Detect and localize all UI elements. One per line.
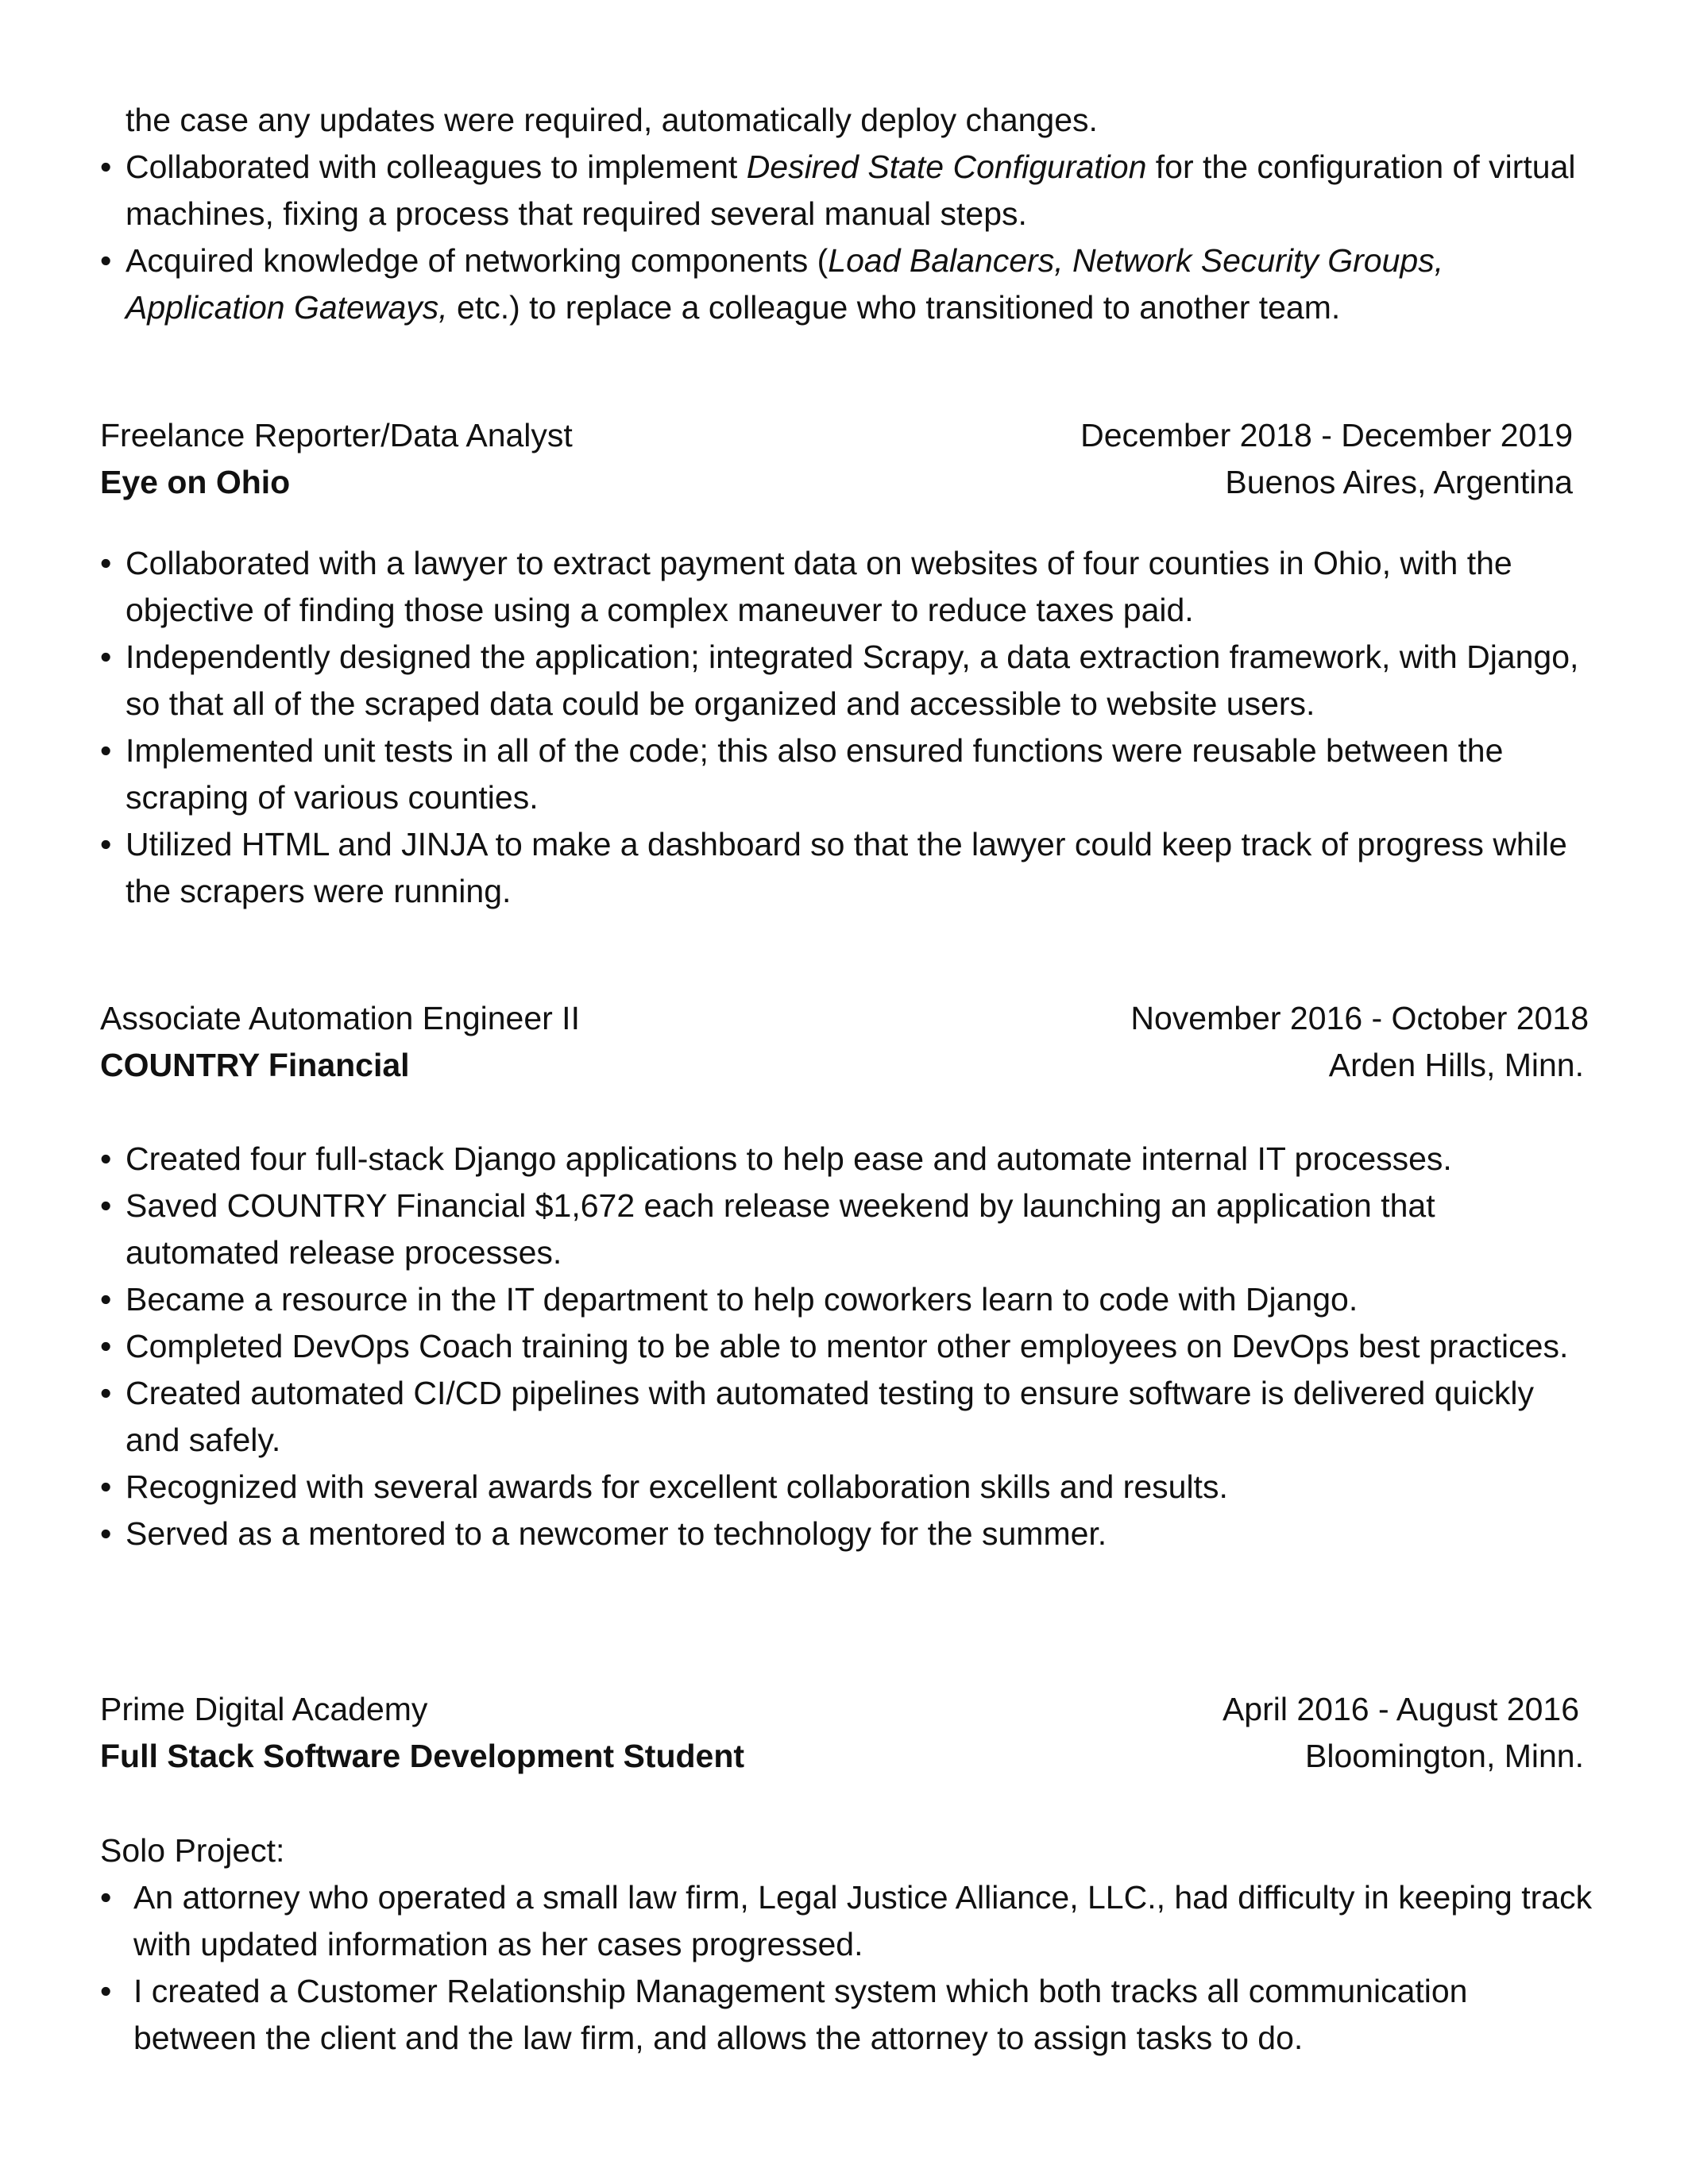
- list-item: [100, 1370, 1578, 1464]
- job-location: Buenos Aires, Argentina: [1225, 464, 1573, 500]
- bullet-icon: •: [100, 1328, 112, 1364]
- bullet-text: Independently designed the application; integrated Scrapy, a data extraction framework, with Django, so that all of the scraped data could be organized and accessible to website users.: [126, 639, 1579, 722]
- bullet-icon: •: [100, 1375, 112, 1411]
- list-item: [100, 1323, 1578, 1370]
- bullet-text: An attorney who operated a small law firm, Legal Justice Alliance, LLC., had difficulty in keeping track with updated information as her cases progressed.: [133, 1879, 1593, 1962]
- bullet-icon: •: [100, 149, 112, 185]
- list-item: [100, 1874, 1593, 1968]
- bullet-text: Served as a mentored to a newcomer to technology for the summer.: [126, 1515, 1107, 1552]
- bullet-icon: •: [100, 1187, 112, 1224]
- bullet-text: Utilized HTML and JINJA to make a dashboard so that the lawyer could keep track of progress while the scrapers were running.: [126, 826, 1567, 909]
- project-bullet-list: [100, 1874, 1593, 2062]
- intro-bullet-list: [100, 144, 1593, 331]
- list-item: [100, 1183, 1578, 1276]
- list-item: [100, 1136, 1578, 1183]
- job-dates: November 2016 - October 2018: [1130, 1000, 1589, 1036]
- list-item: [100, 1276, 1578, 1323]
- bullet-italic-text: Load Balancers, Network Security Groups, Application Gateways,: [126, 242, 1444, 326]
- bullet-text: Created four full-stack Django applications to help ease and automate internal IT processes.: [126, 1140, 1452, 1177]
- bullet-text: Saved COUNTRY Financial $1,672 each release weekend by launching an application that automated release processes.: [126, 1187, 1435, 1271]
- bullet-icon: •: [100, 732, 112, 769]
- project-label: Solo Project:: [100, 1832, 285, 1869]
- job-company-row: [100, 1733, 1584, 1780]
- bullet-icon: •: [100, 1281, 112, 1318]
- list-item: [100, 237, 1593, 331]
- bullet-icon: •: [100, 242, 112, 279]
- bullet-text: Acquired knowledge of networking components (: [126, 242, 829, 279]
- job-bullet-list: [100, 1136, 1578, 1557]
- job-title-row: [100, 995, 1589, 1042]
- bullet-text: Recognized with several awards for excellent collaboration skills and results.: [126, 1468, 1228, 1505]
- bullet-icon: •: [100, 639, 112, 675]
- list-item: [100, 821, 1593, 915]
- bullet-icon: •: [100, 1140, 112, 1177]
- bullet-icon: •: [100, 1468, 112, 1505]
- bullet-text: Collaborated with colleagues to implement: [126, 149, 747, 185]
- bullet-icon: •: [100, 1973, 112, 2009]
- job-title-row: [100, 412, 1573, 459]
- bullet-italic-text: Desired State Configuration: [746, 149, 1147, 185]
- bullet-text: Collaborated with a lawyer to extract payment data on websites of four counties in Ohio, with the objective of finding those using a complex maneuver to reduce taxes paid.: [126, 545, 1512, 628]
- bullet-text: for the configuration of virtual machines, fixing a process that required several manual steps.: [126, 149, 1576, 232]
- list-item: [100, 634, 1593, 727]
- job-company-row: [100, 1042, 1584, 1089]
- bullet-icon: •: [100, 1879, 112, 1916]
- company-name: Eye on Ohio: [100, 464, 291, 500]
- company-name: Full Stack Software Development Student: [100, 1738, 745, 1774]
- bullet-text: Completed DevOps Coach training to be able to mentor other employees on DevOps best practices.: [126, 1328, 1569, 1364]
- bullet-text: Became a resource in the IT department to help coworkers learn to code with Django.: [126, 1281, 1358, 1318]
- intro-continuation-text: the case any updates were required, automatically deploy changes.: [126, 102, 1098, 138]
- job-title-row: [100, 1686, 1579, 1733]
- job-location: Bloomington, Minn.: [1305, 1738, 1584, 1774]
- bullet-icon: •: [100, 545, 112, 581]
- job-dates: April 2016 - August 2016: [1222, 1691, 1579, 1727]
- list-item: [100, 540, 1593, 634]
- bullet-icon: •: [100, 1515, 112, 1552]
- list-item: [100, 144, 1593, 237]
- job-title: Freelance Reporter/Data Analyst: [100, 417, 573, 453]
- job-location: Arden Hills, Minn.: [1328, 1047, 1584, 1083]
- bullet-text: Implemented unit tests in all of the code; this also ensured functions were reusable between the scraping of various counties.: [126, 732, 1504, 816]
- bullet-text: I created a Customer Relationship Management system which both tracks all communication between the client and the law firm, and allows the attorney to assign tasks to do.: [133, 1973, 1468, 2056]
- job-title: Prime Digital Academy: [100, 1691, 428, 1727]
- list-item: [100, 1968, 1593, 2062]
- list-item: [100, 1464, 1578, 1511]
- bullet-text: Created automated CI/CD pipelines with automated testing to ensure software is delivered quickly and safely.: [126, 1375, 1535, 1458]
- list-item: [100, 727, 1593, 821]
- job-dates: December 2018 - December 2019: [1080, 417, 1573, 453]
- bullet-text: etc.) to replace a colleague who transitioned to another team.: [447, 289, 1341, 326]
- company-name: COUNTRY Financial: [100, 1047, 410, 1083]
- job-title: Associate Automation Engineer II: [100, 1000, 580, 1036]
- job-bullet-list: [100, 540, 1593, 915]
- job-company-row: [100, 459, 1573, 506]
- bullet-icon: •: [100, 826, 112, 862]
- list-item: [100, 1511, 1578, 1557]
